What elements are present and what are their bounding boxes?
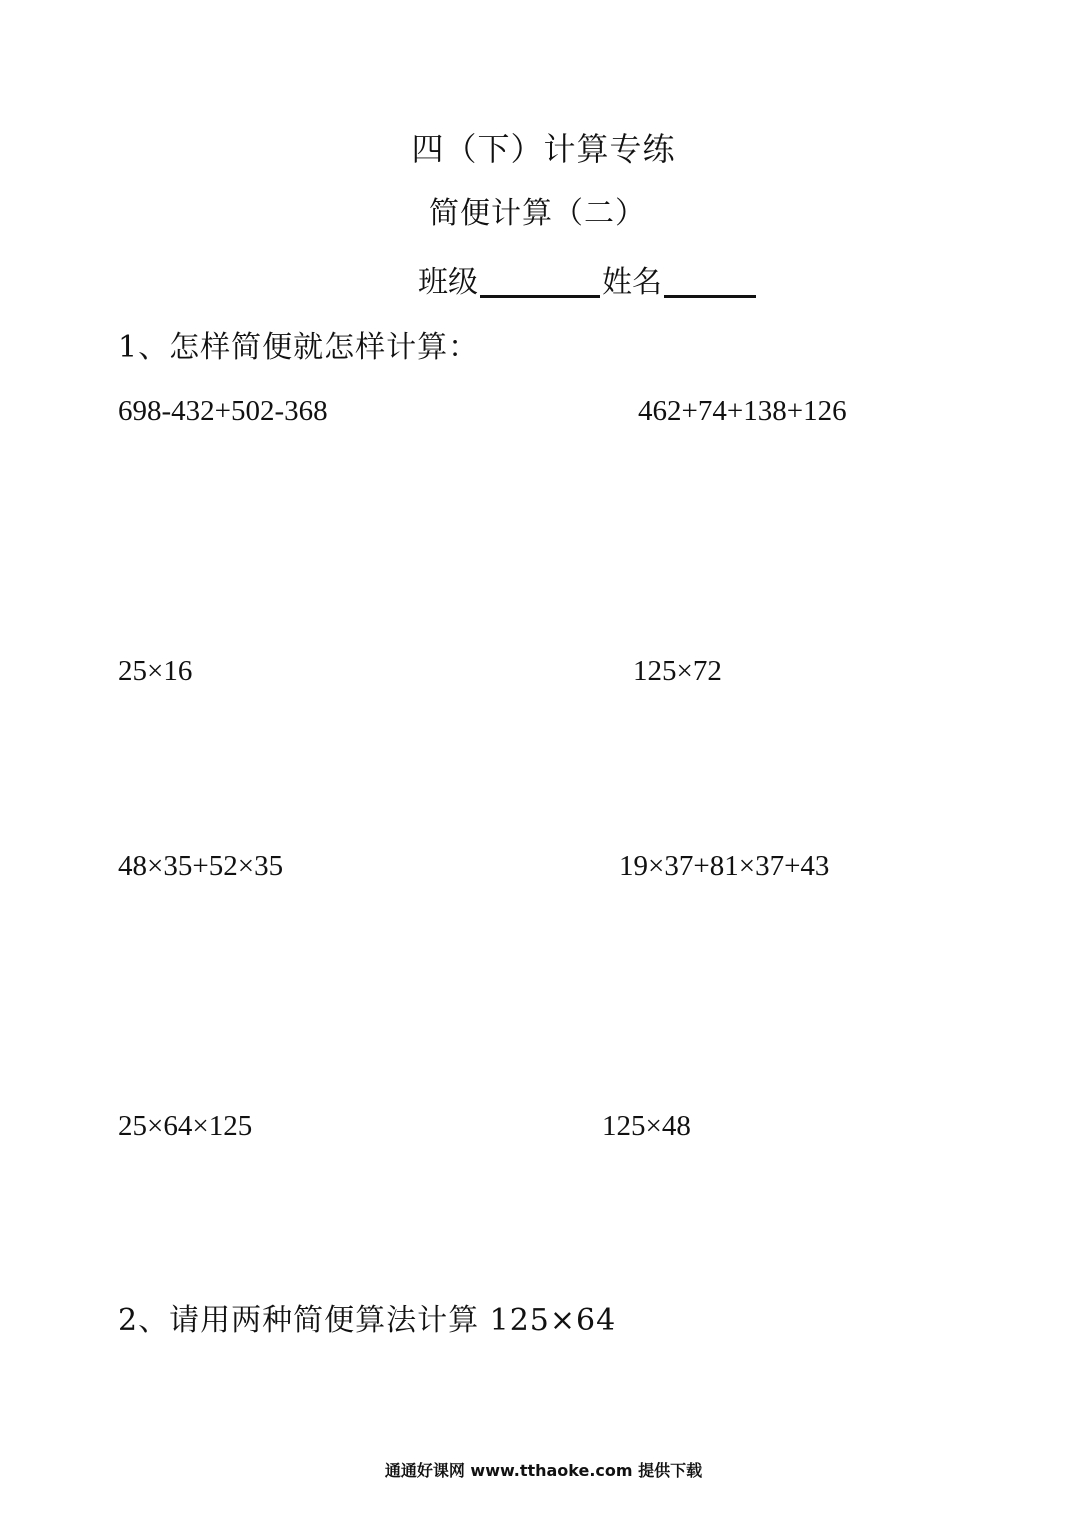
- expression-8: 125×48: [602, 1110, 691, 1142]
- footer-text: 通通好课网 www.tthaoke.com 提供下载: [384, 1461, 703, 1480]
- expression-1: 698-432+502-368: [118, 395, 328, 427]
- expression-5: 48×35+52×35: [118, 850, 284, 882]
- student-info-line: [418, 265, 758, 298]
- question-1-heading: 1、怎样简便就怎样计算：: [118, 330, 480, 365]
- question-2-heading: 2、请用两种简便算法计算 125×64: [118, 1303, 617, 1338]
- class-label: 班级: [418, 265, 478, 300]
- expression-4: 125×72: [633, 655, 722, 687]
- name-blank: [664, 265, 756, 298]
- page-subtitle: 简便计算（二）: [429, 196, 646, 231]
- expression-3: 25×16: [118, 655, 193, 687]
- expression-7: 25×64×125: [118, 1110, 253, 1142]
- name-label: 姓名: [602, 265, 662, 300]
- expression-2: 462+74+138+126: [638, 395, 847, 427]
- page-title: 四（下）计算专练: [411, 130, 676, 168]
- class-blank: [480, 265, 600, 298]
- expression-6: 19×37+81×37+43: [619, 850, 830, 882]
